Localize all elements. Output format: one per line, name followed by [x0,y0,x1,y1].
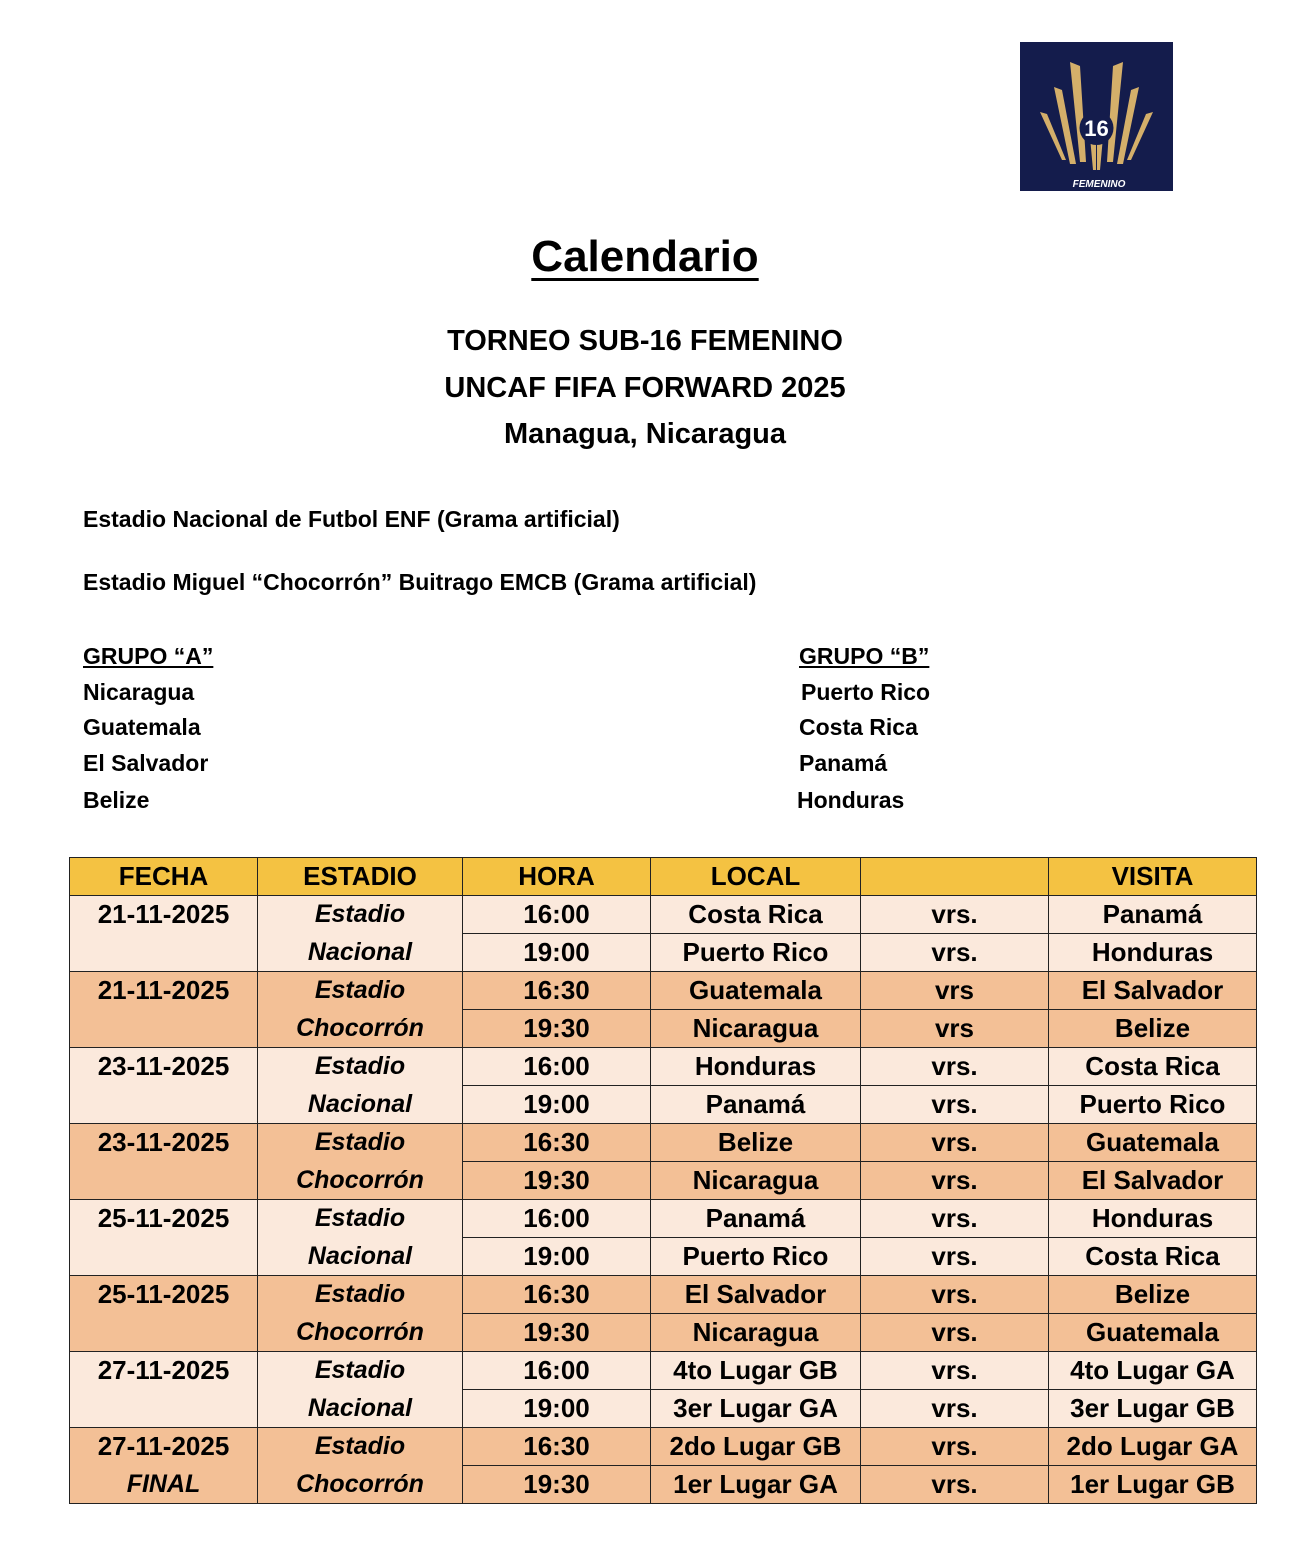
match-stadium: Estadio [258,1352,463,1390]
match-stadium: Nacional [258,1086,463,1124]
match-visita: 2do Lugar GA [1049,1428,1257,1466]
group-b-team: Puerto Rico [801,679,931,705]
match-date [70,1314,258,1352]
match-visita: Costa Rica [1049,1238,1257,1276]
match-vs: vrs. [861,1238,1049,1276]
match-stadium: Nacional [258,934,463,972]
match-stadium: Estadio [258,1276,463,1314]
tournament-logo [1020,42,1173,191]
match-local: Costa Rica [651,896,861,934]
match-time: 19:00 [463,934,651,972]
match-visita: 1er Lugar GB [1049,1466,1257,1504]
match-visita: Puerto Rico [1049,1086,1257,1124]
match-stadium: Nacional [258,1390,463,1428]
match-local: Puerto Rico [651,934,861,972]
match-visita: Honduras [1049,934,1257,972]
table-row [70,1276,1257,1314]
match-visita: El Salvador [1049,1162,1257,1200]
table-row [70,1314,1257,1352]
match-time: 19:30 [463,1162,651,1200]
match-local: Guatemala [651,972,861,1010]
header-hora: HORA [463,858,651,896]
match-visita: El Salvador [1049,972,1257,1010]
header-estadio: ESTADIO [258,858,463,896]
match-vs: vrs. [861,934,1049,972]
match-stadium: Chocorrón [258,1466,463,1504]
match-local: Panamá [651,1200,861,1238]
svg-text:FEMENINO: FEMENINO [1072,179,1126,190]
table-row [70,1466,1257,1504]
match-time: 19:00 [463,1390,651,1428]
match-date: 23-11-2025 [70,1048,258,1086]
match-visita: Belize [1049,1276,1257,1314]
match-local: Nicaragua [651,1314,861,1352]
match-date: 25-11-2025 [70,1276,258,1314]
match-date [70,1390,258,1428]
match-local: El Salvador [651,1276,861,1314]
match-time: 16:30 [463,1428,651,1466]
match-stadium: Chocorrón [258,1010,463,1048]
match-visita: Panamá [1049,896,1257,934]
group-b-team: Honduras [797,787,905,813]
table-row [70,1162,1257,1200]
tournament-name: TORNEO SUB-16 FEMENINO [447,325,843,357]
match-time: 16:00 [463,896,651,934]
match-local: 4to Lugar GB [651,1352,861,1390]
match-stadium: Estadio [258,896,463,934]
table-row [70,1200,1257,1238]
match-date [70,1086,258,1124]
table-row [70,934,1257,972]
venue-2: Estadio Miguel “Chocorrón” Buitrago EMCB (Grama artificial) [83,569,757,595]
match-stadium: Estadio [258,972,463,1010]
match-stadium: Estadio [258,1428,463,1466]
match-vs: vrs. [861,1428,1049,1466]
match-vs: vrs. [861,1390,1049,1428]
group-b-title: GRUPO “B” [799,643,930,669]
match-date [70,934,258,972]
match-time: 16:00 [463,1352,651,1390]
logo-emblem-icon [1020,42,1173,191]
match-vs: vrs. [861,1314,1049,1352]
match-visita: 3er Lugar GB [1049,1390,1257,1428]
match-time: 16:30 [463,972,651,1010]
match-time: 16:00 [463,1048,651,1086]
match-visita: Honduras [1049,1200,1257,1238]
header-local: LOCAL [651,858,861,896]
match-date: 27-11-2025 [70,1352,258,1390]
match-local: Belize [651,1124,861,1162]
match-time: 19:30 [463,1314,651,1352]
match-local: 3er Lugar GA [651,1390,861,1428]
table-row [70,1048,1257,1086]
match-local: Puerto Rico [651,1238,861,1276]
match-vs: vrs. [861,1352,1049,1390]
table-row [70,1010,1257,1048]
group-a-team: Nicaragua [83,679,195,705]
match-time: 19:30 [463,1010,651,1048]
match-time: 19:00 [463,1086,651,1124]
match-local: Nicaragua [651,1162,861,1200]
table-row [70,1390,1257,1428]
match-date: 27-11-2025 [70,1428,258,1466]
match-vs: vrs. [861,1162,1049,1200]
match-visita: Guatemala [1049,1314,1257,1352]
match-date: 21-11-2025 [70,896,258,934]
match-visita: Guatemala [1049,1124,1257,1162]
match-date [70,1010,258,1048]
group-b-team: Costa Rica [799,714,918,740]
match-date: FINAL [70,1466,258,1504]
match-vs: vrs [861,972,1049,1010]
match-local: 1er Lugar GA [651,1466,861,1504]
match-time: 16:30 [463,1276,651,1314]
match-local: Nicaragua [651,1010,861,1048]
match-stadium: Chocorrón [258,1314,463,1352]
match-vs: vrs. [861,896,1049,934]
match-time: 16:00 [463,1200,651,1238]
match-visita: Costa Rica [1049,1048,1257,1086]
match-vs: vrs. [861,1466,1049,1504]
header-vs [861,858,1049,896]
group-a-team: Belize [83,787,150,813]
match-local: 2do Lugar GB [651,1428,861,1466]
match-date: 25-11-2025 [70,1200,258,1238]
group-a-team: Guatemala [83,714,201,740]
header-visita: VISITA [1049,858,1257,896]
match-time: 19:00 [463,1238,651,1276]
table-header-row [70,858,1257,896]
match-local: Panamá [651,1086,861,1124]
tournament-edition: UNCAF FIFA FORWARD 2025 [444,372,846,404]
match-date [70,1238,258,1276]
match-stadium: Estadio [258,1048,463,1086]
page-title: Calendario [531,232,759,281]
match-visita: 4to Lugar GA [1049,1352,1257,1390]
group-b-team: Panamá [799,750,888,776]
match-date [70,1162,258,1200]
header-fecha: FECHA [70,858,258,896]
match-local: Honduras [651,1048,861,1086]
match-vs: vrs. [861,1200,1049,1238]
match-stadium: Chocorrón [258,1162,463,1200]
match-stadium: Estadio [258,1124,463,1162]
match-time: 19:30 [463,1466,651,1504]
match-visita: Belize [1049,1010,1257,1048]
tournament-location: Managua, Nicaragua [503,418,787,450]
table-row [70,972,1257,1010]
match-date: 23-11-2025 [70,1124,258,1162]
match-vs: vrs. [861,1048,1049,1086]
venue-1: Estadio Nacional de Futbol ENF (Grama artificial) [83,506,620,532]
table-row [70,1428,1257,1466]
table-row [70,896,1257,934]
match-vs: vrs. [861,1086,1049,1124]
table-row [70,1086,1257,1124]
match-date: 21-11-2025 [70,972,258,1010]
table-row [70,1124,1257,1162]
match-vs: vrs. [861,1276,1049,1314]
table-row [70,1352,1257,1390]
match-vs: vrs. [861,1124,1049,1162]
group-a-title: GRUPO “A” [83,643,214,669]
match-vs: vrs [861,1010,1049,1048]
match-time: 16:30 [463,1124,651,1162]
table-row [70,1238,1257,1276]
schedule-table [69,857,1257,1504]
match-stadium: Estadio [258,1200,463,1238]
group-a-team: El Salvador [83,750,209,776]
match-stadium: Nacional [258,1238,463,1276]
svg-text:16: 16 [1084,116,1109,141]
